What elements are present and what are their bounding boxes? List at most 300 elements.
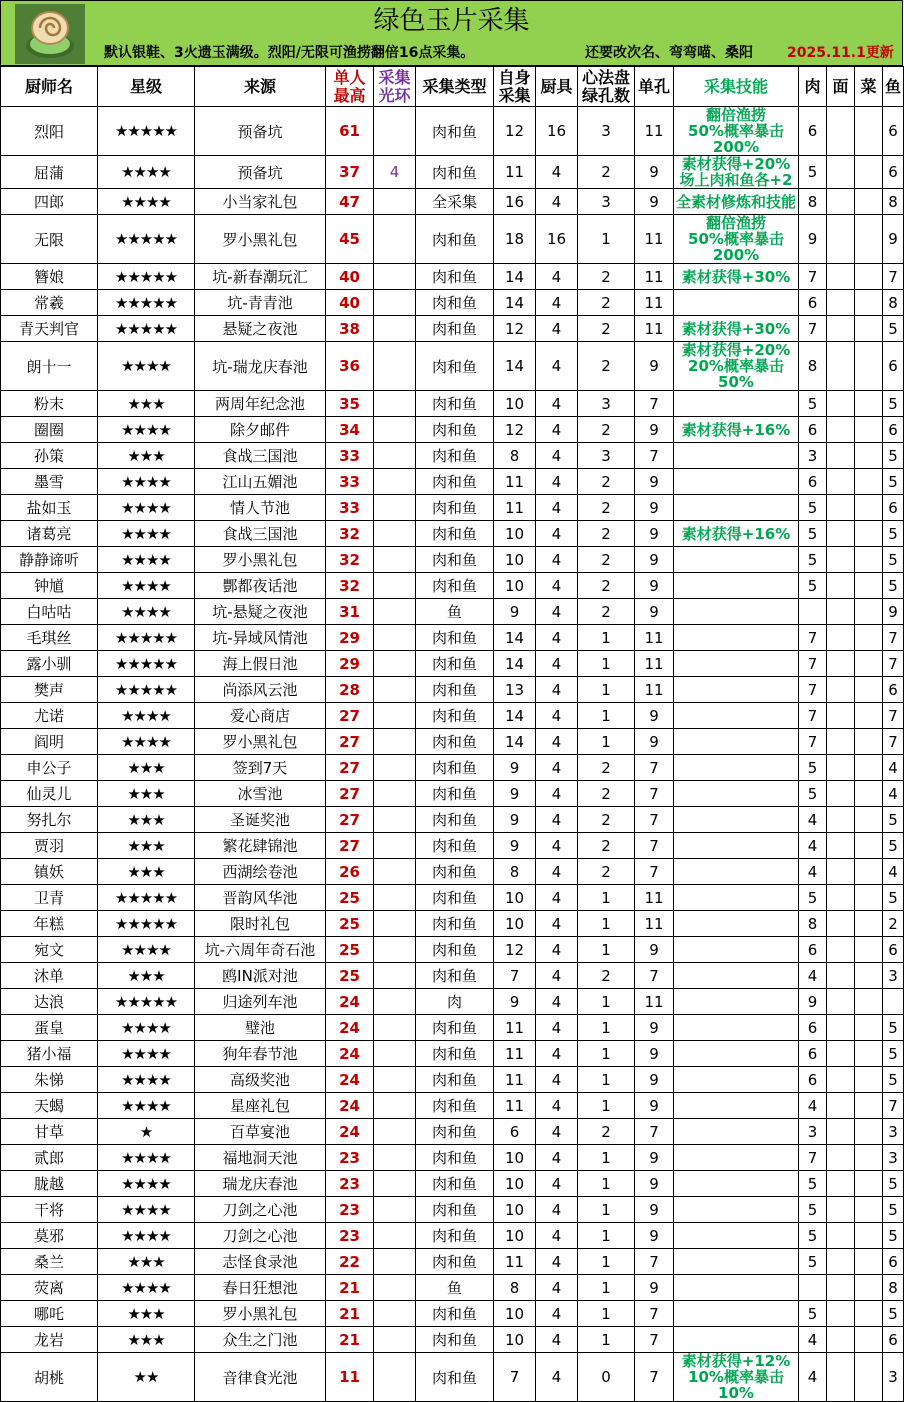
stars-cell: ★★★★	[98, 729, 195, 755]
single-cell: 9	[635, 1171, 674, 1197]
source-cell: 悬疑之夜池	[195, 316, 326, 342]
single-cell: 9	[635, 189, 674, 215]
meat-cell: 4	[799, 859, 827, 885]
max-cell: 24	[326, 989, 374, 1015]
source-cell: 狗年春节池	[195, 1041, 326, 1067]
tool-cell: 4	[536, 1197, 578, 1223]
noodle-cell	[827, 547, 855, 573]
type-cell: 肉和鱼	[416, 342, 494, 391]
holes-cell: 2	[578, 156, 635, 189]
holes-cell: 0	[578, 1353, 635, 1402]
veg-cell	[855, 1015, 883, 1041]
noodle-cell	[827, 1301, 855, 1327]
skill-cell	[674, 781, 799, 807]
fish-cell: 6	[883, 107, 904, 156]
single-cell: 11	[635, 625, 674, 651]
tool-cell: 4	[536, 495, 578, 521]
tool-cell: 4	[536, 316, 578, 342]
chef-name-cell: 努扎尔	[1, 807, 98, 833]
skill-line: 素材获得+30%	[681, 267, 791, 286]
noodle-cell	[827, 443, 855, 469]
single-cell: 9	[635, 417, 674, 443]
skill-cell	[674, 573, 799, 599]
tool-cell: 4	[536, 885, 578, 911]
veg-cell	[855, 807, 883, 833]
todo-note: 还要改次名、弯弯喵、桑阳	[585, 45, 753, 61]
holes-cell: 1	[578, 215, 635, 264]
ring-cell	[374, 625, 416, 651]
skill-cell	[674, 107, 799, 156]
skill-cell	[674, 911, 799, 937]
table-row	[1, 521, 904, 547]
title-banner	[0, 0, 903, 66]
col-type: 采集类型	[416, 67, 494, 107]
skill-cell	[674, 937, 799, 963]
holes-cell: 2	[578, 342, 635, 391]
meat-cell: 4	[799, 1093, 827, 1119]
fish-cell: 4	[883, 859, 904, 885]
skill-line: 素材获得+12%	[681, 1352, 791, 1370]
meat-cell: 7	[799, 729, 827, 755]
self-cell: 8	[494, 1275, 536, 1301]
skill-line: 素材获得+20%	[681, 341, 791, 359]
table-row	[1, 316, 904, 342]
skill-line: 素材获得+16%	[681, 524, 791, 543]
chef-name-cell: 猪小福	[1, 1041, 98, 1067]
type-cell: 肉和鱼	[416, 1353, 494, 1402]
tool-cell: 4	[536, 859, 578, 885]
ring-cell	[374, 859, 416, 885]
stars-cell: ★★★★	[98, 937, 195, 963]
stars-cell: ★★★	[98, 1301, 195, 1327]
chef-name-cell: 朱悌	[1, 1067, 98, 1093]
veg-cell	[855, 547, 883, 573]
chef-name-cell: 四郎	[1, 189, 98, 215]
source-cell: 尚添风云池	[195, 677, 326, 703]
chef-name-cell: 胡桃	[1, 1353, 98, 1402]
skill-cell	[674, 1015, 799, 1041]
holes-cell: 1	[578, 729, 635, 755]
ring-cell	[374, 521, 416, 547]
max-cell: 26	[326, 859, 374, 885]
max-cell: 21	[326, 1301, 374, 1327]
type-cell: 肉和鱼	[416, 1223, 494, 1249]
holes-cell: 1	[578, 1145, 635, 1171]
skill-cell	[674, 1223, 799, 1249]
max-cell: 24	[326, 1093, 374, 1119]
skill-cell	[674, 859, 799, 885]
chef-name-cell: 粉末	[1, 391, 98, 417]
table-row	[1, 755, 904, 781]
meat-cell: 5	[799, 1223, 827, 1249]
source-cell: 繁花肆锦池	[195, 833, 326, 859]
fish-cell: 5	[883, 1041, 904, 1067]
meat-cell: 6	[799, 290, 827, 316]
ring-cell	[374, 107, 416, 156]
tool-cell: 4	[536, 989, 578, 1015]
noodle-cell	[827, 781, 855, 807]
ring-cell	[374, 963, 416, 989]
self-cell: 13	[494, 677, 536, 703]
source-cell: 坑-六周年奇石池	[195, 937, 326, 963]
tool-cell: 4	[536, 521, 578, 547]
source-cell: 冰雪池	[195, 781, 326, 807]
veg-cell	[855, 1067, 883, 1093]
meat-cell: 5	[799, 1197, 827, 1223]
holes-cell: 3	[578, 391, 635, 417]
veg-cell	[855, 156, 883, 189]
max-cell: 40	[326, 290, 374, 316]
type-cell: 肉和鱼	[416, 573, 494, 599]
ring-cell	[374, 1093, 416, 1119]
col-self: 自身采集	[494, 67, 536, 107]
noodle-cell	[827, 264, 855, 290]
tool-cell: 4	[536, 781, 578, 807]
type-cell: 肉和鱼	[416, 495, 494, 521]
skill-line: 50%概率暴击200%	[688, 230, 784, 264]
noodle-cell	[827, 677, 855, 703]
noodle-cell	[827, 807, 855, 833]
source-cell: 福地洞天池	[195, 1145, 326, 1171]
veg-cell	[855, 1275, 883, 1301]
max-cell: 27	[326, 755, 374, 781]
self-cell: 9	[494, 755, 536, 781]
tool-cell: 4	[536, 729, 578, 755]
skill-cell	[674, 1353, 799, 1402]
stars-cell: ★★★★	[98, 1223, 195, 1249]
source-cell: 爱心商店	[195, 703, 326, 729]
noodle-cell	[827, 1327, 855, 1353]
max-cell: 21	[326, 1327, 374, 1353]
single-cell: 9	[635, 1223, 674, 1249]
single-cell: 7	[635, 443, 674, 469]
stars-cell: ★★★★	[98, 469, 195, 495]
source-cell: 预备坑	[195, 156, 326, 189]
veg-cell	[855, 1145, 883, 1171]
single-cell: 7	[635, 781, 674, 807]
self-cell: 11	[494, 1041, 536, 1067]
source-cell: 罗小黑礼包	[195, 1301, 326, 1327]
source-cell: 坑-瑞龙庆春池	[195, 342, 326, 391]
source-cell: 食战三国池	[195, 443, 326, 469]
skill-cell	[674, 342, 799, 391]
tool-cell: 4	[536, 1249, 578, 1275]
single-cell: 9	[635, 599, 674, 625]
col-fish: 鱼	[883, 67, 904, 107]
type-cell: 肉和鱼	[416, 1145, 494, 1171]
chef-name-cell: 毛琪丝	[1, 625, 98, 651]
stars-cell: ★★★★★	[98, 264, 195, 290]
meat-cell: 6	[799, 1041, 827, 1067]
stars-cell: ★★★	[98, 807, 195, 833]
chef-name-cell: 盐如玉	[1, 495, 98, 521]
tool-cell: 4	[536, 755, 578, 781]
table-row	[1, 1249, 904, 1275]
meat-cell: 6	[799, 937, 827, 963]
noodle-cell	[827, 651, 855, 677]
noodle-cell	[827, 417, 855, 443]
self-cell: 18	[494, 215, 536, 264]
meat-cell	[799, 1275, 827, 1301]
max-cell: 24	[326, 1041, 374, 1067]
skill-cell	[674, 215, 799, 264]
table-row	[1, 573, 904, 599]
chef-name-cell: 尤诺	[1, 703, 98, 729]
self-cell: 12	[494, 417, 536, 443]
self-cell: 9	[494, 989, 536, 1015]
stars-cell: ★★★★	[98, 1197, 195, 1223]
meat-cell: 5	[799, 885, 827, 911]
max-cell: 27	[326, 833, 374, 859]
ring-cell	[374, 1223, 416, 1249]
fish-cell: 6	[883, 677, 904, 703]
skill-cell	[674, 729, 799, 755]
stars-cell: ★★★★	[98, 1015, 195, 1041]
chef-name-cell: 达浪	[1, 989, 98, 1015]
fish-cell: 2	[883, 911, 904, 937]
skill-cell	[674, 547, 799, 573]
single-cell: 9	[635, 495, 674, 521]
type-cell: 肉和鱼	[416, 1041, 494, 1067]
fish-cell: 5	[883, 521, 904, 547]
source-cell: 众生之门池	[195, 1327, 326, 1353]
tool-cell: 4	[536, 189, 578, 215]
type-cell: 肉和鱼	[416, 469, 494, 495]
skill-cell	[674, 521, 799, 547]
max-cell: 23	[326, 1145, 374, 1171]
tool-cell: 4	[536, 625, 578, 651]
stars-cell: ★★★★	[98, 417, 195, 443]
noodle-cell	[827, 885, 855, 911]
self-cell: 9	[494, 781, 536, 807]
skill-line: 场上肉和鱼各+2	[679, 171, 793, 189]
stars-cell: ★★★★★	[98, 107, 195, 156]
source-cell: 罗小黑礼包	[195, 215, 326, 264]
skill-cell	[674, 1119, 799, 1145]
noodle-cell	[827, 1223, 855, 1249]
skill-cell	[674, 599, 799, 625]
skill-cell	[674, 443, 799, 469]
max-cell: 34	[326, 417, 374, 443]
fish-cell: 6	[883, 1327, 904, 1353]
veg-cell	[855, 316, 883, 342]
meat-cell: 5	[799, 1249, 827, 1275]
chef-name-cell: 莫邪	[1, 1223, 98, 1249]
source-cell: 刀剑之心池	[195, 1223, 326, 1249]
ring-cell	[374, 290, 416, 316]
fish-cell: 6	[883, 342, 904, 391]
max-cell: 32	[326, 521, 374, 547]
holes-cell: 1	[578, 651, 635, 677]
ring-cell	[374, 316, 416, 342]
single-cell: 9	[635, 573, 674, 599]
ring-cell	[374, 599, 416, 625]
col-meat: 肉	[799, 67, 827, 107]
table-row	[1, 443, 904, 469]
self-cell: 10	[494, 1223, 536, 1249]
noodle-cell	[827, 599, 855, 625]
veg-cell	[855, 1353, 883, 1402]
chef-name-cell: 卫青	[1, 885, 98, 911]
tool-cell: 4	[536, 1353, 578, 1402]
source-cell: 海上假日池	[195, 651, 326, 677]
stars-cell: ★★★	[98, 1249, 195, 1275]
stars-cell: ★★★★	[98, 547, 195, 573]
type-cell: 肉和鱼	[416, 290, 494, 316]
ring-cell	[374, 937, 416, 963]
source-cell: 除夕邮件	[195, 417, 326, 443]
max-cell: 22	[326, 1249, 374, 1275]
max-cell: 33	[326, 495, 374, 521]
table-row	[1, 1067, 904, 1093]
single-cell: 11	[635, 885, 674, 911]
noodle-cell	[827, 859, 855, 885]
holes-cell: 2	[578, 469, 635, 495]
source-cell: 志怪食录池	[195, 1249, 326, 1275]
fish-cell: 6	[883, 417, 904, 443]
max-cell: 27	[326, 807, 374, 833]
tool-cell: 4	[536, 911, 578, 937]
skill-cell	[674, 1249, 799, 1275]
source-cell: 坑-新春潮玩汇	[195, 264, 326, 290]
tool-cell: 4	[536, 651, 578, 677]
chef-name-cell: 龙岩	[1, 1327, 98, 1353]
type-cell: 肉和鱼	[416, 963, 494, 989]
noodle-cell	[827, 469, 855, 495]
type-cell: 肉和鱼	[416, 807, 494, 833]
type-cell: 肉和鱼	[416, 1249, 494, 1275]
single-cell: 9	[635, 703, 674, 729]
skill-cell	[674, 703, 799, 729]
tool-cell: 4	[536, 833, 578, 859]
ring-cell	[374, 1327, 416, 1353]
single-cell: 11	[635, 215, 674, 264]
fish-cell: 6	[883, 156, 904, 189]
stars-cell: ★★★★	[98, 573, 195, 599]
holes-cell: 1	[578, 911, 635, 937]
fish-cell: 3	[883, 1119, 904, 1145]
stars-cell: ★★★★★	[98, 989, 195, 1015]
stars-cell: ★★★★★	[98, 215, 195, 264]
tool-cell: 4	[536, 963, 578, 989]
noodle-cell	[827, 342, 855, 391]
table-row	[1, 1353, 904, 1402]
stars-cell: ★★★	[98, 859, 195, 885]
table-row	[1, 729, 904, 755]
single-cell: 7	[635, 1301, 674, 1327]
type-cell: 肉和鱼	[416, 911, 494, 937]
tool-cell: 4	[536, 1327, 578, 1353]
max-cell: 23	[326, 1223, 374, 1249]
stars-cell: ★★★	[98, 963, 195, 989]
holes-cell: 2	[578, 781, 635, 807]
veg-cell	[855, 1327, 883, 1353]
max-cell: 38	[326, 316, 374, 342]
type-cell: 肉和鱼	[416, 264, 494, 290]
stars-cell: ★★★	[98, 781, 195, 807]
veg-cell	[855, 391, 883, 417]
self-cell: 10	[494, 1327, 536, 1353]
self-cell: 10	[494, 391, 536, 417]
noodle-cell	[827, 1353, 855, 1402]
veg-cell	[855, 573, 883, 599]
header-row	[1, 67, 904, 107]
noodle-cell	[827, 156, 855, 189]
single-cell: 9	[635, 1093, 674, 1119]
chef-name-cell: 甘草	[1, 1119, 98, 1145]
skill-cell	[674, 651, 799, 677]
table-row	[1, 1041, 904, 1067]
fish-cell: 9	[883, 599, 904, 625]
holes-cell: 3	[578, 107, 635, 156]
single-cell: 11	[635, 290, 674, 316]
ring-cell	[374, 651, 416, 677]
chef-name-cell: 墨雪	[1, 469, 98, 495]
source-cell: 高级奖池	[195, 1067, 326, 1093]
fish-cell: 5	[883, 807, 904, 833]
stars-cell: ★★★★★	[98, 885, 195, 911]
holes-cell: 1	[578, 1301, 635, 1327]
holes-cell: 1	[578, 937, 635, 963]
noodle-cell	[827, 1119, 855, 1145]
holes-cell: 1	[578, 1171, 635, 1197]
tool-cell: 4	[536, 1119, 578, 1145]
single-cell: 7	[635, 1327, 674, 1353]
holes-cell: 2	[578, 599, 635, 625]
veg-cell	[855, 107, 883, 156]
self-cell: 10	[494, 547, 536, 573]
stars-cell: ★★★	[98, 443, 195, 469]
skill-cell	[674, 1275, 799, 1301]
chef-name-cell: 青天判官	[1, 316, 98, 342]
type-cell: 肉和鱼	[416, 521, 494, 547]
meat-cell: 5	[799, 1171, 827, 1197]
self-cell: 8	[494, 859, 536, 885]
chef-name-cell: 钟馗	[1, 573, 98, 599]
holes-cell: 1	[578, 1223, 635, 1249]
table-row	[1, 469, 904, 495]
chef-name-cell: 桑兰	[1, 1249, 98, 1275]
type-cell: 肉和鱼	[416, 215, 494, 264]
noodle-cell	[827, 215, 855, 264]
meat-cell: 7	[799, 651, 827, 677]
meat-cell: 4	[799, 1353, 827, 1402]
table-row	[1, 495, 904, 521]
stars-cell: ★★★★	[98, 1145, 195, 1171]
fish-cell: 5	[883, 1197, 904, 1223]
holes-cell: 2	[578, 573, 635, 599]
fish-cell: 7	[883, 1093, 904, 1119]
ring-cell	[374, 1249, 416, 1275]
ring-cell	[374, 729, 416, 755]
stars-cell: ★★★	[98, 1327, 195, 1353]
type-cell: 肉和鱼	[416, 625, 494, 651]
meat-cell: 8	[799, 189, 827, 215]
holes-cell: 1	[578, 625, 635, 651]
type-cell: 肉和鱼	[416, 703, 494, 729]
noodle-cell	[827, 495, 855, 521]
table-row	[1, 625, 904, 651]
fish-cell: 8	[883, 290, 904, 316]
max-cell: 31	[326, 599, 374, 625]
table-row	[1, 651, 904, 677]
noodle-cell	[827, 703, 855, 729]
tool-cell: 4	[536, 677, 578, 703]
veg-cell	[855, 495, 883, 521]
skill-cell	[674, 1041, 799, 1067]
veg-cell	[855, 703, 883, 729]
skill-cell	[674, 189, 799, 215]
